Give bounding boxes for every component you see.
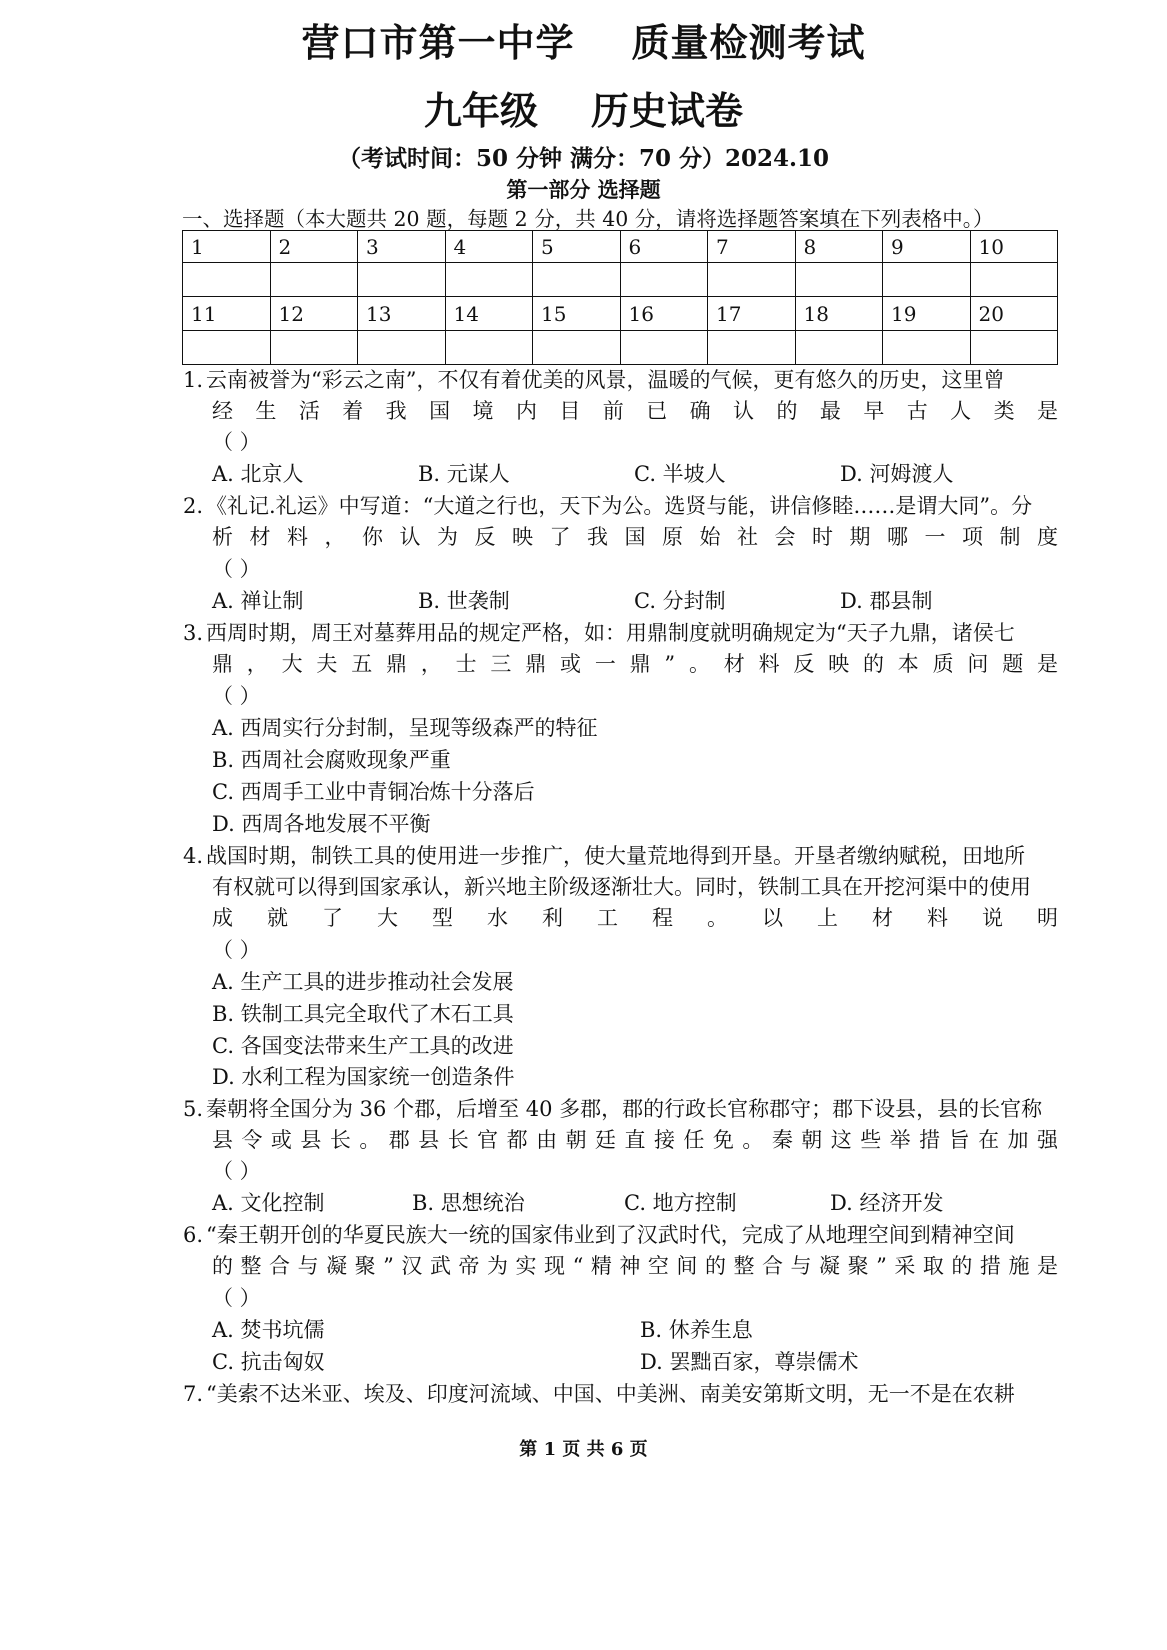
option-b[interactable]: B. 西周社会腐败现象严重 xyxy=(212,748,451,772)
option-d[interactable]: D. 郡县制 xyxy=(840,589,933,613)
table-cell: 17 xyxy=(708,297,796,331)
answer-cell[interactable] xyxy=(270,263,358,297)
table-cell: 19 xyxy=(883,297,971,331)
option-c[interactable]: C. 半坡人 xyxy=(634,462,726,486)
option-a[interactable]: A. 文化控制 xyxy=(212,1191,325,1215)
option-a[interactable]: A. 焚书坑儒 xyxy=(212,1318,325,1342)
answer-bracket: （ ） xyxy=(212,557,261,581)
answer-cell[interactable] xyxy=(358,263,446,297)
answer-cell[interactable] xyxy=(358,331,446,365)
question-number: 6. xyxy=(183,1223,204,1247)
table-cell: 7 xyxy=(708,231,796,263)
question-number: 7. xyxy=(183,1382,204,1406)
question-text-line: “美索不达米亚、埃及、印度河流域、中国、中美洲、南美安第斯文明，无一不是在农耕 xyxy=(206,1382,1015,1406)
answer-table xyxy=(182,230,1058,365)
answer-bracket: （ ） xyxy=(212,1286,261,1310)
question-text-line: 《礼记.礼运》中写道：“大道之行也，天下为公。选贤与能，讲信修睦……是谓大同”。分 xyxy=(206,494,1033,518)
answer-cell[interactable] xyxy=(708,331,796,365)
option-d[interactable]: D. 水利工程为国家统一创造条件 xyxy=(212,1065,515,1089)
option-d[interactable]: D. 罢黜百家，尊崇儒术 xyxy=(640,1350,859,1374)
option-c[interactable]: C. 西周手工业中青铜冶炼十分落后 xyxy=(212,780,535,804)
section-instruction: 一、选择题（本大题共 20 题，每题 2 分，共 40 分，请将选择题答案填在下列表格中。） xyxy=(182,207,994,231)
option-a[interactable]: A. 禅让制 xyxy=(212,589,304,613)
table-cell: 15 xyxy=(533,297,621,331)
question-text-line: 析材料，你认为反映了我国原始社会时期哪一项制度 xyxy=(212,525,1058,549)
option-d[interactable]: D. 西周各地发展不平衡 xyxy=(212,812,431,836)
option-a[interactable]: A. 西周实行分封制，呈现等级森严的特征 xyxy=(212,716,598,740)
question-text-line: 县令或县长。郡县长官都由朝廷直接任免。秦朝这些举措旨在加强 xyxy=(212,1128,1058,1152)
page-footer: 第 1 页 共 6 页 xyxy=(519,1439,648,1460)
table-cell: 3 xyxy=(358,231,446,263)
exam-subtitle xyxy=(0,80,1167,135)
option-a[interactable]: A. 北京人 xyxy=(212,462,304,486)
answer-cell[interactable] xyxy=(883,263,971,297)
option-b[interactable]: B. 思想统治 xyxy=(412,1191,525,1215)
option-c[interactable]: C. 各国变法带来生产工具的改进 xyxy=(212,1034,514,1058)
question-number: 5. xyxy=(183,1097,204,1121)
option-b[interactable]: B. 休养生息 xyxy=(640,1318,753,1342)
answer-cell[interactable] xyxy=(183,331,271,365)
answer-cell[interactable] xyxy=(533,331,621,365)
question-number: 3. xyxy=(183,621,204,645)
question-text-line: 经生活着我国境内目前已确认的最早古人类是 xyxy=(212,399,1058,423)
answer-cell[interactable] xyxy=(970,263,1058,297)
part-heading: 第一部分 选择题 xyxy=(506,177,661,202)
option-d[interactable]: D. 经济开发 xyxy=(830,1191,944,1215)
option-c[interactable]: C. 地方控制 xyxy=(624,1191,737,1215)
question-text-line: “秦王朝开创的华夏民族大一统的国家伟业到了汉武时代，完成了从地理空间到精神空间 xyxy=(206,1223,1015,1247)
answer-bracket: （ ） xyxy=(212,938,261,962)
table-cell: 9 xyxy=(883,231,971,263)
question-text-line: 云南被誉为“彩云之南”，不仅有着优美的风景，温暖的气候，更有悠久的历史，这里曾 xyxy=(206,368,1005,392)
question-text-line: 成就了大型水利工程。以上材料说明 xyxy=(212,906,1058,930)
table-cell: 16 xyxy=(620,297,708,331)
table-cell: 10 xyxy=(970,231,1058,263)
exam-info: （考试时间：50 分钟 满分：70 分）2024.10 xyxy=(337,145,830,172)
answer-bracket: （ ） xyxy=(212,684,261,708)
answer-cell[interactable] xyxy=(970,331,1058,365)
option-c[interactable]: C. 分封制 xyxy=(634,589,726,613)
option-b[interactable]: B. 元谋人 xyxy=(418,462,510,486)
school-name: 营口市第一中学 xyxy=(301,21,575,65)
subject-label: 历史试卷 xyxy=(590,89,743,133)
answer-cell[interactable] xyxy=(795,263,883,297)
table-row xyxy=(183,263,1058,297)
question-text-line: 战国时期，制铁工具的使用进一步推广，使大量荒地得到开垦。开垦者缴纳赋税，田地所 xyxy=(206,844,1025,868)
answer-cell[interactable] xyxy=(883,331,971,365)
answer-cell[interactable] xyxy=(533,263,621,297)
answer-cell[interactable] xyxy=(183,263,271,297)
question-text-line: 鼎，大夫五鼎，士三鼎或一鼎”。材料反映的本质问题是 xyxy=(212,652,1058,676)
table-cell: 20 xyxy=(970,297,1058,331)
answer-bracket: （ ） xyxy=(212,430,261,454)
exam-title xyxy=(0,12,1167,67)
table-cell: 11 xyxy=(183,297,271,331)
table-row xyxy=(183,331,1058,365)
question-number: 4. xyxy=(183,844,204,868)
question-number: 1. xyxy=(183,368,204,392)
question-number: 2. xyxy=(183,494,204,518)
answer-cell[interactable] xyxy=(445,263,533,297)
table-cell: 6 xyxy=(620,231,708,263)
table-cell: 8 xyxy=(795,231,883,263)
answer-bracket: （ ） xyxy=(212,1159,261,1183)
answer-cell[interactable] xyxy=(795,331,883,365)
answer-cell[interactable] xyxy=(270,331,358,365)
grade-label: 九年级 xyxy=(424,89,539,133)
table-cell: 14 xyxy=(445,297,533,331)
question-text-line: 有权就可以得到国家承认，新兴地主阶级逐渐壮大。同时，铁制工具在开挖河渠中的使用 xyxy=(212,875,1031,899)
table-cell: 13 xyxy=(358,297,446,331)
table-row xyxy=(183,231,1058,263)
table-cell: 1 xyxy=(183,231,271,263)
option-a[interactable]: A. 生产工具的进步推动社会发展 xyxy=(212,970,514,994)
question-text-line: 秦朝将全国分为 36 个郡，后增至 40 多郡，郡的行政长官称郡守；郡下设县，县的长官称 xyxy=(206,1097,1043,1121)
table-row xyxy=(183,297,1058,331)
question-text-line: 的整合与凝聚”汉武帝为实现“精神空间的整合与凝聚”采取的措施是 xyxy=(212,1254,1058,1278)
answer-cell[interactable] xyxy=(620,263,708,297)
table-cell: 5 xyxy=(533,231,621,263)
table-cell: 4 xyxy=(445,231,533,263)
table-cell: 2 xyxy=(270,231,358,263)
option-b[interactable]: B. 铁制工具完全取代了木石工具 xyxy=(212,1002,514,1026)
answer-cell[interactable] xyxy=(620,331,708,365)
option-d[interactable]: D. 河姆渡人 xyxy=(840,462,954,486)
exam-name: 质量检测考试 xyxy=(631,21,866,65)
table-cell: 12 xyxy=(270,297,358,331)
question-text-line: 西周时期，周王对墓葬用品的规定严格，如：用鼎制度就明确规定为“天子九鼎，诸侯七 xyxy=(206,621,1015,645)
answer-cell[interactable] xyxy=(708,263,796,297)
option-b[interactable]: B. 世袭制 xyxy=(418,589,510,613)
answer-cell[interactable] xyxy=(445,331,533,365)
option-c[interactable]: C. 抗击匈奴 xyxy=(212,1350,325,1374)
table-cell: 18 xyxy=(795,297,883,331)
